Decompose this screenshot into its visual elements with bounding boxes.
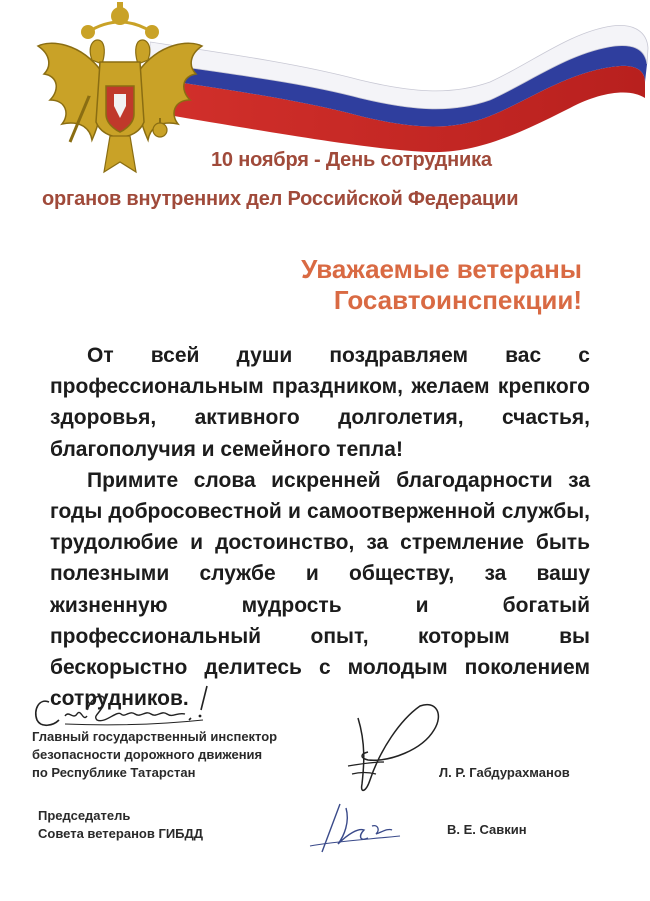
signer-1-title-line-2: безопасности дорожного движения bbox=[32, 747, 263, 762]
signer-1-title-line-1: Главный государственный инспектор bbox=[32, 729, 278, 744]
signer-2-title-line-2: Совета ветеранов ГИБДД bbox=[38, 826, 204, 841]
signer-2-title bbox=[38, 807, 203, 843]
signer-1-signature bbox=[340, 700, 450, 800]
body-paragraph-1: От всей души поздравляем вас с профессиональным праздником, желаем крепкого здоровья, активного долголетия, счастья, благополучия и семейного тепла! bbox=[50, 344, 590, 461]
signer-2-title-line-1: Председатель bbox=[38, 808, 131, 823]
signer-2-name: В. Е. Савкин bbox=[447, 822, 527, 837]
russian-flag-ribbon bbox=[150, 20, 650, 165]
handwritten-greeting-signature bbox=[25, 680, 225, 735]
signer-1-title-line-3: по Республике Татарстан bbox=[32, 765, 196, 780]
greeting-line-1: Уважаемые ветераны bbox=[301, 254, 582, 284]
body-paragraph-2: Примите слова искренней благодарности за годы добросовестной и самоотверженной службы, трудолюбие и достоинство, за стремление быть полезными службе и обществу, за вашу жизненную мудрость и богатый профессиональный опыт, которым вы бескорыстно делитесь с молодым поколением сотрудников. bbox=[50, 468, 590, 711]
russian-coat-of-arms-icon bbox=[30, 2, 210, 187]
letter-body bbox=[50, 340, 590, 714]
signer-2-signature bbox=[300, 800, 410, 860]
event-title-line-1: 10 ноября - День сотрудника bbox=[211, 149, 492, 171]
signer-1-name: Л. Р. Габдурахманов bbox=[439, 765, 570, 780]
signer-1-title bbox=[32, 728, 277, 782]
event-title-line-2: органов внутренних дел Российской Федерации bbox=[42, 188, 519, 210]
greeting-line-2: Госавтоинспекции! bbox=[333, 285, 582, 315]
